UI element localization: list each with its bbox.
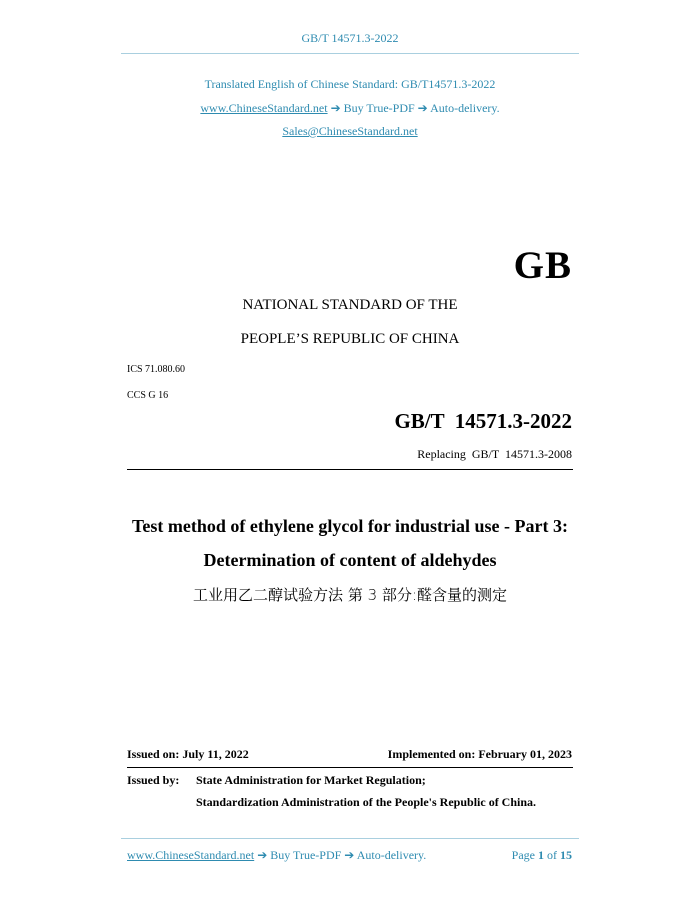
page-label: Page bbox=[511, 848, 535, 862]
page-header-doc-code: GB/T 14571.3-2022 bbox=[301, 31, 399, 45]
title-divider bbox=[127, 469, 573, 470]
arrow-icon: ➔ bbox=[254, 848, 271, 862]
issued-by-label: Issued by: bbox=[127, 773, 180, 787]
translation-notice: Translated English of Chinese Standard: GB/T14571.3-2022 bbox=[204, 77, 496, 91]
buy-pdf-text: Buy True-PDF bbox=[343, 101, 415, 115]
purchase-notice bbox=[0, 101, 700, 116]
arrow-icon: ➔ bbox=[327, 101, 344, 115]
page-total: 15 bbox=[560, 848, 572, 862]
footer-purchase-line bbox=[127, 848, 426, 863]
page-indicator bbox=[512, 848, 572, 863]
standard-number: GB/T 14571.3-2022 bbox=[394, 409, 572, 433]
email-line bbox=[0, 124, 700, 139]
arrow-icon: ➔ bbox=[414, 101, 431, 115]
site-link[interactable]: www.ChineseStandard.net bbox=[200, 101, 328, 115]
footer-site-link[interactable]: www.ChineseStandard.net bbox=[127, 848, 255, 862]
ics-code: ICS 71.080.60 bbox=[127, 364, 186, 375]
arrow-icon: ➔ bbox=[341, 848, 357, 862]
document-title-chinese: 工业用乙二醇试验方法 第 3 部分:醛含量的测定 bbox=[193, 586, 507, 604]
email-link[interactable]: Sales@ChineseStandard.net bbox=[282, 124, 418, 138]
issue-divider bbox=[127, 767, 573, 768]
page-of: of bbox=[547, 848, 557, 862]
national-standard-line2: PEOPLE’S REPUBLIC OF CHINA bbox=[240, 331, 460, 347]
issuer-sac: Standardization Administration of the People's Republic of China. bbox=[196, 795, 537, 809]
auto-delivery-text: Auto-delivery. bbox=[430, 101, 500, 115]
header-divider bbox=[121, 53, 579, 54]
footer-buy-pdf-text: Buy True-PDF bbox=[270, 848, 342, 862]
replacing-standard: Replacing GB/T 14571.3-2008 bbox=[417, 447, 572, 461]
document-title-line1: Test method of ethylene glycol for industrial use - Part 3: bbox=[132, 516, 568, 536]
gb-logo: GB bbox=[513, 244, 572, 287]
national-standard-line1: NATIONAL STANDARD OF THE bbox=[242, 297, 458, 313]
footer-auto-delivery-text: Auto-delivery. bbox=[356, 848, 427, 862]
implemented-on-date: Implemented on: February 01, 2023 bbox=[387, 747, 572, 761]
ccs-code: CCS G 16 bbox=[127, 390, 169, 401]
issuer-samr: State Administration for Market Regulation; bbox=[196, 773, 426, 787]
document-title-line2: Determination of content of aldehydes bbox=[203, 550, 497, 570]
footer-divider bbox=[121, 838, 579, 839]
page-current: 1 bbox=[538, 848, 544, 862]
issued-on-date: Issued on: July 11, 2022 bbox=[127, 747, 249, 761]
